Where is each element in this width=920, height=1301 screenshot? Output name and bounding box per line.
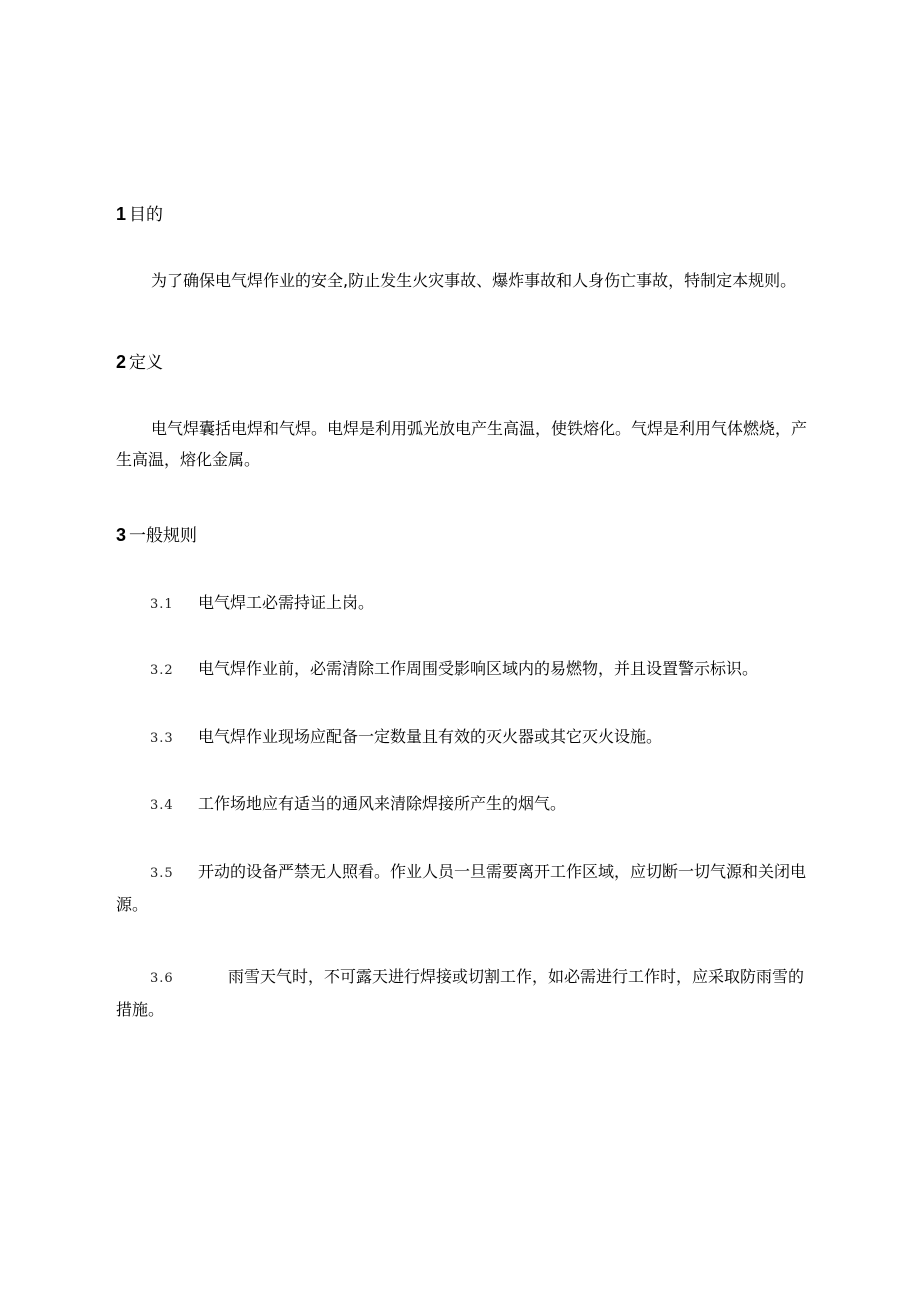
section-2-heading [116, 350, 163, 375]
rule-text: 电气焊作业前，必需清除工作周围受影响区域内的易燃物，并且设置警示标识。 [198, 659, 759, 678]
rule-item [116, 721, 816, 754]
section-3-title: 一般规则 [129, 526, 198, 546]
rule-text: 工作场地应有适当的通风来清除焊接所产生的烟气。 [198, 794, 567, 813]
section-1-paragraph: 为了确保电气焊作业的安全,防止发生火灾事故、爆炸事故和人身伤亡事故，特制定本规则。 [151, 271, 797, 290]
section-3-number: 3 [116, 525, 127, 545]
rule-text: 电气焊作业现场应配备一定数量且有效的灭火器或其它灭火设施。 [198, 727, 663, 746]
rule-item [116, 653, 816, 686]
rule-number: 3.1 [150, 597, 174, 612]
rule-item [116, 961, 816, 1025]
rule-item [116, 856, 816, 920]
section-2-number: 2 [116, 352, 127, 372]
rule-text: 开动的设备严禁无人照看。作业人员一旦需要离开工作区域，应切断一切气源和关闭电源。 [116, 862, 807, 914]
rule-number: 3.5 [150, 866, 174, 881]
section-1-heading [116, 202, 163, 227]
section-3-heading [116, 523, 197, 548]
rule-text: 电气焊工必需持证上岗。 [198, 593, 375, 612]
rule-number: 3.4 [150, 798, 174, 813]
rule-text: 雨雪天气时，不可露天进行焊接或切割工作，如必需进行工作时，应采取防雨雪的措施。 [116, 967, 805, 1019]
section-1-number: 1 [116, 204, 127, 224]
rule-item [116, 587, 816, 620]
rule-number: 3.2 [150, 663, 174, 678]
rule-number: 3.6 [150, 971, 174, 986]
section-2-title: 定义 [129, 353, 164, 373]
section-1-title: 目的 [129, 205, 164, 225]
section-2-paragraph: 电气焊囊括电焊和气焊。电焊是利用弧光放电产生高温，使铁熔化。气焊是利用气体燃烧，产生高温，熔化金属。 [116, 419, 808, 469]
rule-number: 3.3 [150, 731, 174, 746]
rule-item [116, 788, 816, 821]
